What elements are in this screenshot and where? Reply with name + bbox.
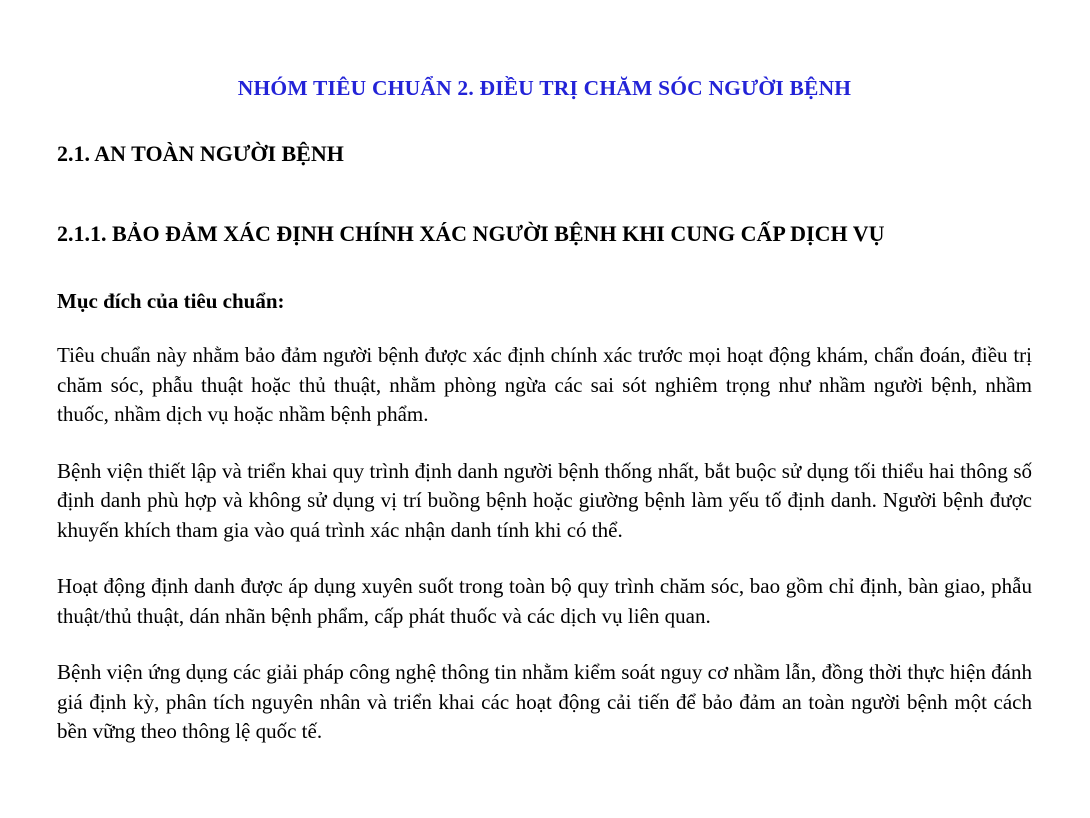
section-heading-2-1: 2.1. AN TOÀN NGƯỜI BỆNH <box>57 141 344 166</box>
paragraph-it-solutions: Bệnh viện ứng dụng các giải pháp công nghệ thông tin nhằm kiểm soát nguy cơ nhầm lẫn, đồng thời thực hiện đánh giá định kỳ, phân tích nguyên nhân và triển khai các hoạt động cải tiến để bảo đảm an toàn người bệnh một cách bền vững theo thông lệ quốc tế. <box>57 660 1032 743</box>
paragraph-identification-process: Bệnh viện thiết lập và triển khai quy trình định danh người bệnh thống nhất, bắt buộc sử dụng tối thiểu hai thông số định danh phù hợp và không sử dụng vị trí buồng bệnh hoặc giường bệnh làm yếu tố định danh. Người bệnh được khuyến khích tham gia vào quá trình xác nhận danh tính khi có thể. <box>57 458 1032 542</box>
subsection-heading-2-1-1: 2.1.1. BẢO ĐẢM XÁC ĐỊNH CHÍNH XÁC NGƯỜI BỆNH KHI CUNG CẤP DỊCH VỤ <box>57 221 885 246</box>
document-title: NHÓM TIÊU CHUẨN 2. ĐIỀU TRỊ CHĂM SÓC NGƯỜI BỆNH <box>237 76 852 100</box>
paragraph-purpose-overview: Tiêu chuẩn này nhằm bảo đảm người bệnh được xác định chính xác trước mọi hoạt động khám, chẩn đoán, điều trị chăm sóc, phẫu thuật hoặc thủ thuật, nhằm phòng ngừa các sai sót nghiêm trọng như nhầm người bệnh, nhầm thuốc, nhầm dịch vụ hoặc nhầm bệnh phẩm. <box>57 343 1032 426</box>
paragraph-identification-scope: Hoạt động định danh được áp dụng xuyên suốt trong toàn bộ quy trình chăm sóc, bao gồm chỉ định, bàn giao, phẫu thuật/thủ thuật, dán nhãn bệnh phẩm, cấp phát thuốc và các dịch vụ liên quan. <box>57 574 1032 628</box>
purpose-label: Mục đích của tiêu chuẩn: <box>57 289 285 313</box>
